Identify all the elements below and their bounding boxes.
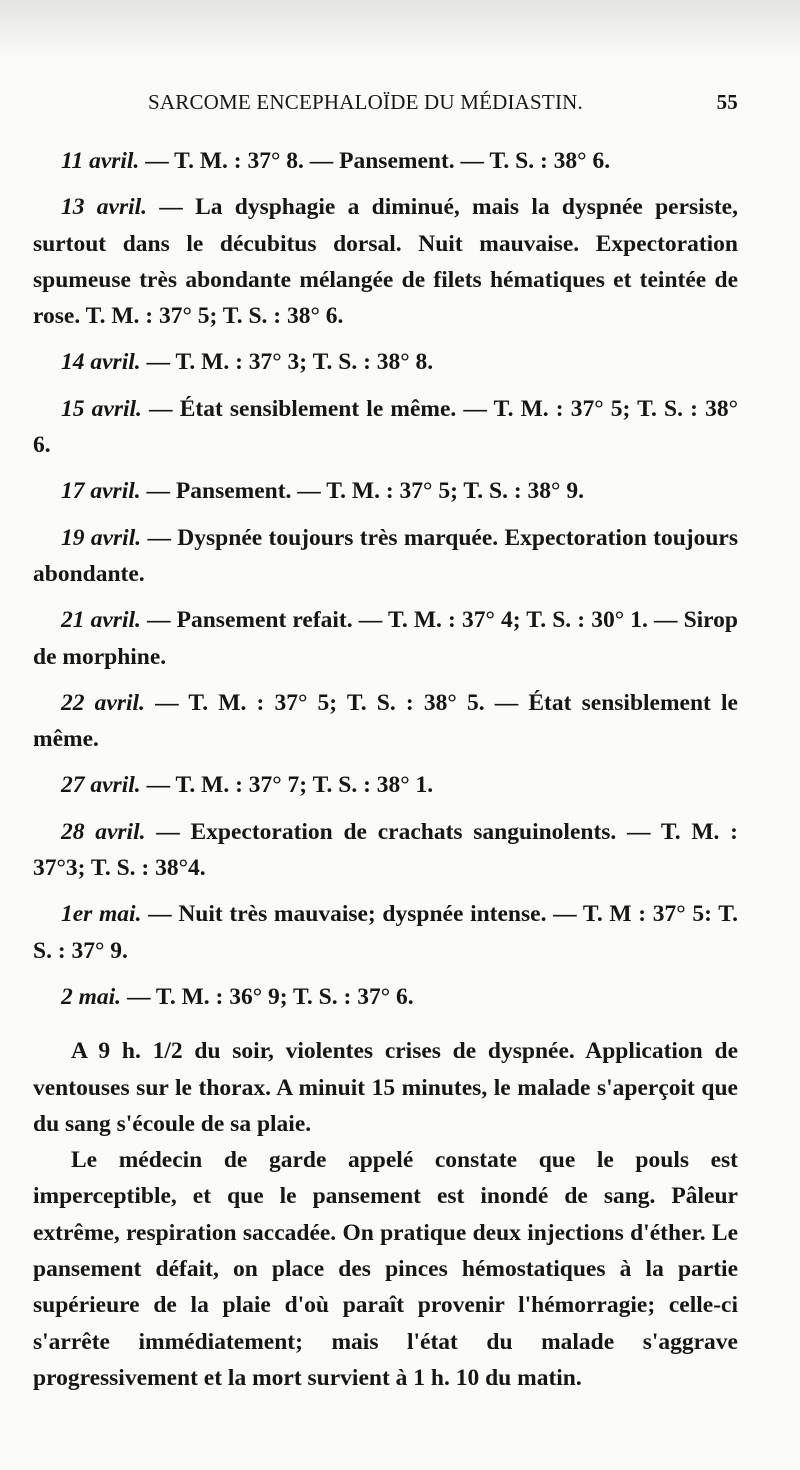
entry-text: — Expectoration de crachats sanguinolents. — T. M. : 37°3; T. S. : 38°4.: [33, 818, 738, 882]
page-edge-shadow: [0, 0, 800, 60]
diary-entry: [33, 767, 738, 803]
narrative-paragraph: A 9 h. 1/2 du soir, violentes crises de dyspnée. Application de ventouses sur le thorax. A minuit 15 minutes, le malade s'aperçoit que du sang s'écoule de sa plaie.: [33, 1038, 738, 1137]
entry-date: 13 avril.: [61, 194, 148, 221]
entry-date: 14 avril.: [61, 349, 141, 376]
entry-date: 22 avril.: [61, 689, 145, 716]
diary-entry: [33, 473, 738, 509]
entry-date: 27 avril.: [61, 772, 141, 799]
diary-entry: [33, 520, 738, 593]
entry-date: 1er mai.: [61, 901, 142, 928]
entry-text: — T. M. : 36° 9; T. S. : 37° 6.: [121, 983, 414, 1010]
entry-text: — T. M. : 37° 7; T. S. : 38° 1.: [140, 772, 434, 799]
diary-entry: [33, 189, 738, 334]
entry-text: — Pansement. — T. M. : 37° 5; T. S. : 38° 9.: [140, 478, 584, 505]
paragraph-spacer: [33, 1025, 738, 1033]
diary-entry: [33, 685, 738, 758]
entry-date: 21 avril.: [61, 607, 141, 634]
diary-entry: [33, 602, 738, 675]
entry-text: — Pansement refait. — T. M. : 37° 4; T. S. : 30° 1. — Sirop de morphine.: [33, 607, 738, 670]
diary-entry: [33, 979, 738, 1015]
diary-entry: [33, 143, 738, 179]
diary-entry: [33, 391, 738, 464]
entry-text: — Nuit très mauvaise; dyspnée intense. — T. M : 37° 5: T. S. : 37° 9.: [33, 901, 738, 964]
entry-text: — T. M. : 37° 5; T. S. : 38° 5. — État sensiblement le même.: [33, 689, 738, 753]
body-text: [33, 143, 738, 1396]
page-number: 55: [716, 90, 738, 114]
entry-text: — T. M. : 37° 8. — Pansement. — T. S. : 38° 6.: [139, 148, 611, 174]
entry-date: 17 avril.: [61, 478, 141, 505]
entry-date: 19 avril.: [61, 524, 142, 551]
diary-entry: [33, 344, 738, 380]
narrative-paragraph: Le médecin de garde appelé constate que le pouls est imperceptible, et que le pansement est inondé de sang. Pâleur extrême, respiration saccadée. On pratique deux injections d'éther. Le pansement défait, on place des pinces hémostatiques à la partie supérieure de la plaie d'où paraît provenir l'hémorragie; celle-ci s'arrête immédiatement; mais l'état du malade s'aggrave progressivement et la mort survient à 1 h. 10 du matin.: [33, 1147, 738, 1391]
entry-text: — État sensiblement le même. — T. M. : 37° 5; T. S. : 38° 6.: [33, 395, 738, 459]
entry-text: — La dysphagie a diminué, mais la dyspnée persiste, surtout dans le décubitus dorsal. Nuit mauvaise. Expectoration spumeuse très abondante mélangée de filets hématiques et teintée de rose. T. M. : 37° 5; T. S. : 38° 6.: [33, 194, 738, 330]
entry-date: 15 avril.: [61, 395, 142, 422]
diary-entry: [33, 896, 738, 969]
entry-text: — T. M. : 37° 3; T. S. : 38° 8.: [140, 349, 434, 376]
running-title: SARCOME ENCEPHALOÏDE DU MÉDIASTIN.: [148, 90, 583, 114]
diary-entry: [33, 814, 738, 887]
entry-date: 11 avril.: [61, 148, 140, 174]
entry-date: 28 avril.: [61, 818, 146, 845]
entry-text: — Dyspnée toujours très marquée. Expectoration toujours abondante.: [33, 524, 738, 587]
entry-date: 2 mai.: [61, 983, 122, 1010]
